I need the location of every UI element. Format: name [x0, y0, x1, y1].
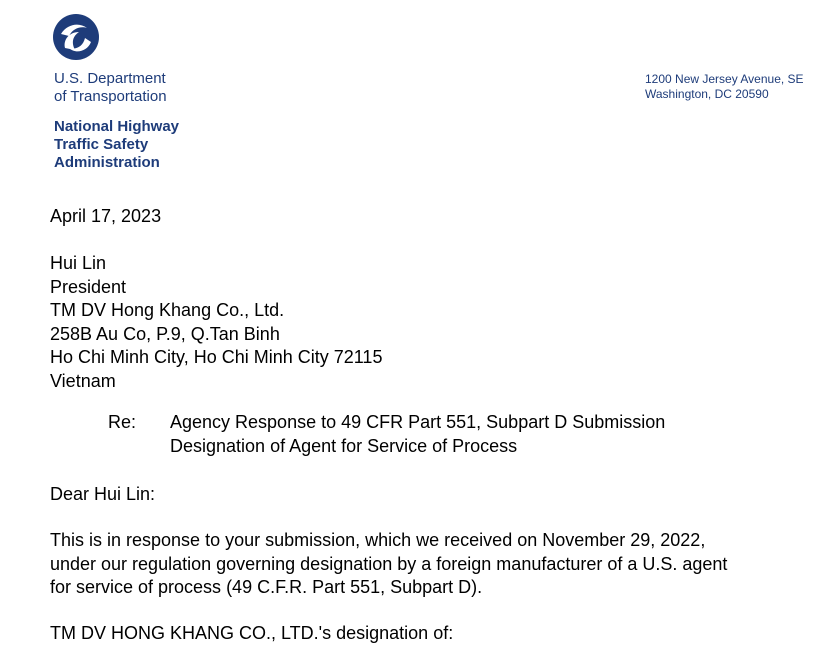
address-line-2: Washington, DC 20590 — [645, 87, 769, 101]
paragraph-line: under our regulation governing designation by a foreign manufacturer of a U.S. agent — [50, 553, 728, 574]
agency-address — [645, 72, 804, 102]
department-name — [54, 70, 167, 106]
agency-line-3: Administration — [54, 154, 160, 171]
agency-line-1: National Highway — [54, 118, 180, 135]
re-label: Re: — [108, 412, 137, 432]
agency-line-2: Traffic Safety — [54, 136, 149, 153]
recipient-line: President — [50, 276, 127, 297]
dot-tri-wave-logo-icon — [53, 14, 99, 60]
recipient-line: Vietnam — [50, 370, 116, 391]
re-subject — [170, 411, 665, 458]
paragraph-line: for service of process (49 C.F.R. Part 551, Subpart D). — [50, 577, 483, 597]
designation-intro: TM DV HONG KHANG CO., LTD.'s designation of: — [50, 623, 454, 643]
address-line-1: 1200 New Jersey Avenue, SE — [645, 72, 804, 86]
letter-date: April 17, 2023 — [50, 206, 162, 226]
recipient-line: TM DV Hong Khang Co., Ltd. — [50, 300, 285, 320]
body-paragraph — [50, 529, 727, 600]
recipient-line: Ho Chi Minh City, Ho Chi Minh City 72115 — [50, 347, 383, 367]
re-line: Agency Response to 49 CFR Part 551, Subpart D Submission — [170, 412, 666, 432]
paragraph-line: This is in response to your submission, which we received on November 29, 2022, — [50, 530, 706, 550]
recipient-line: 258B Au Co, P.9, Q.Tan Binh — [50, 323, 280, 344]
dept-line-1: U.S. Department — [54, 70, 166, 87]
salutation: Dear Hui Lin: — [50, 484, 156, 504]
dept-line-2: of Transportation — [54, 88, 167, 105]
recipient-line: Hui Lin — [50, 253, 107, 273]
agency-name — [54, 118, 179, 172]
re-line: Designation of Agent for Service of Process — [170, 435, 518, 456]
recipient-block — [50, 252, 382, 393]
